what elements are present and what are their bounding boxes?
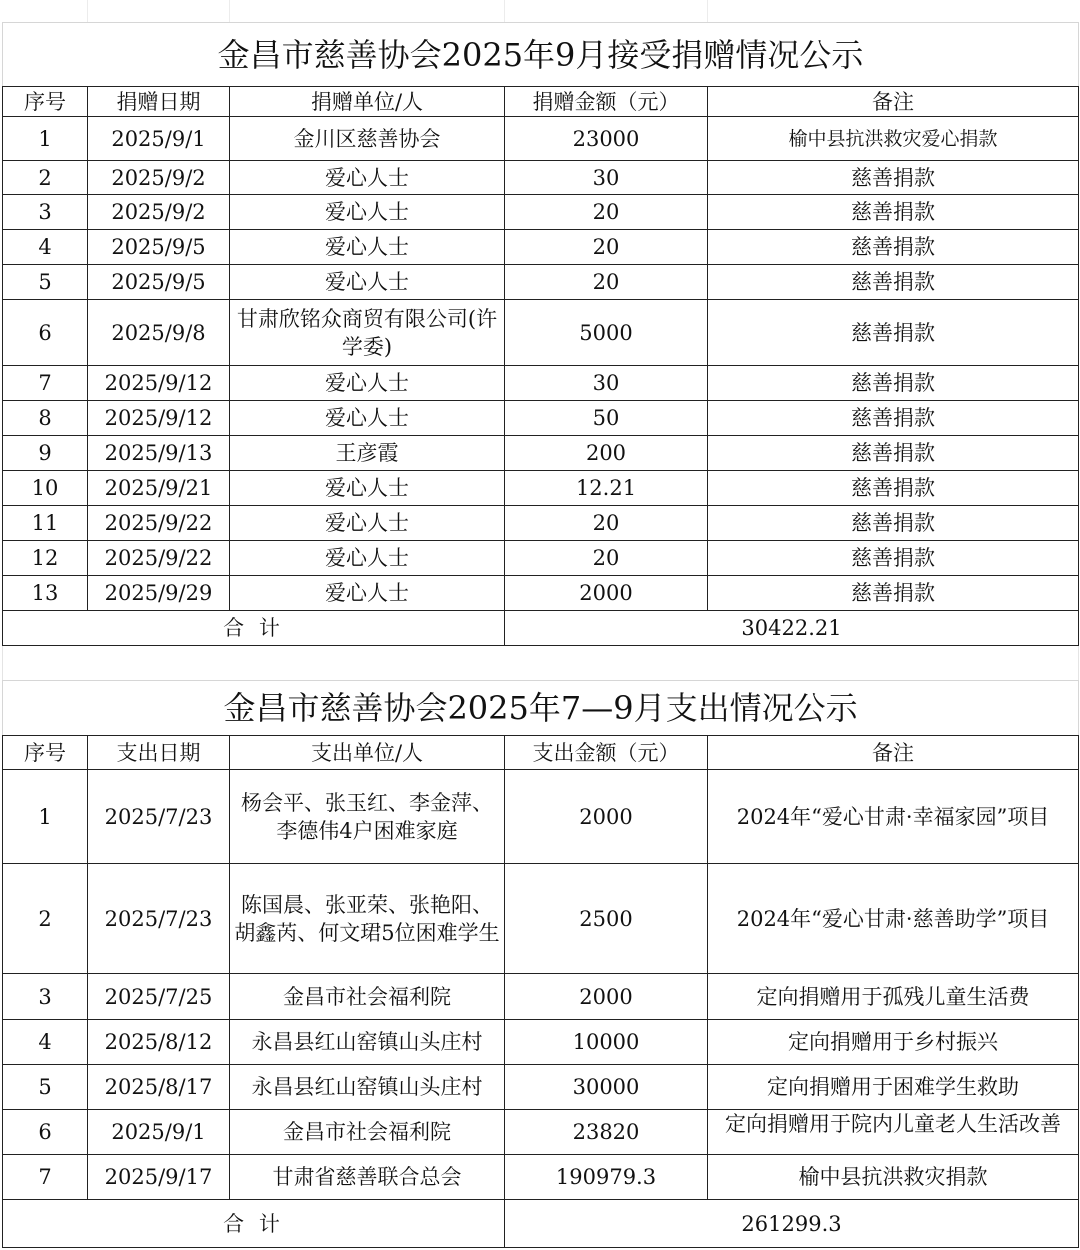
cell-donor: 爱心人士 xyxy=(230,401,505,436)
cell-no: 4 xyxy=(3,1020,88,1065)
table-row xyxy=(3,195,1079,230)
cell-no: 11 xyxy=(3,506,88,541)
table-row xyxy=(3,471,1079,506)
cell-amount: 20 xyxy=(505,265,708,300)
cell-amount: 2000 xyxy=(505,576,708,611)
cell-note: 慈善捐款 xyxy=(708,300,1079,366)
cell-date: 2025/9/1 xyxy=(88,1110,230,1155)
cell-amount: 20 xyxy=(505,506,708,541)
cell-note: 慈善捐款 xyxy=(708,541,1079,576)
cell-date: 2025/7/23 xyxy=(88,770,230,864)
cell-amount: 23000 xyxy=(505,117,708,161)
cell-no: 6 xyxy=(3,1110,88,1155)
cell-amount: 30 xyxy=(505,161,708,195)
cell-date: 2025/7/25 xyxy=(88,974,230,1020)
expenditures-table xyxy=(2,680,1079,1248)
cell-no: 13 xyxy=(3,576,88,611)
cell-note: 定向捐赠用于乡村振兴 xyxy=(708,1020,1079,1065)
cell-no: 1 xyxy=(3,117,88,161)
donations-table xyxy=(2,22,1079,682)
donations-header-row xyxy=(3,87,1079,117)
total-value: 30422.21 xyxy=(505,611,1079,646)
cell-date: 2025/9/22 xyxy=(88,541,230,576)
table-row xyxy=(3,1020,1079,1065)
cell-no: 10 xyxy=(3,471,88,506)
cell-date: 2025/9/2 xyxy=(88,161,230,195)
cell-amount: 200 xyxy=(505,436,708,471)
header-no: 序号 xyxy=(3,736,88,770)
table-row xyxy=(3,974,1079,1020)
cell-payee: 永昌县红山窑镇山头庄村 xyxy=(230,1065,505,1110)
cell-note: 慈善捐款 xyxy=(708,161,1079,195)
cell-amount: 2000 xyxy=(505,974,708,1020)
cell-date: 2025/9/12 xyxy=(88,401,230,436)
expenditures-header-row xyxy=(3,736,1079,770)
cell-amount: 23820 xyxy=(505,1110,708,1155)
cell-donor: 王彦霞 xyxy=(230,436,505,471)
donations-total-row xyxy=(3,611,1079,646)
cell-donor: 爱心人士 xyxy=(230,366,505,401)
cell-date: 2025/8/17 xyxy=(88,1065,230,1110)
cell-note: 榆中县抗洪救灾捐款 xyxy=(708,1155,1079,1200)
header-date: 支出日期 xyxy=(88,736,230,770)
cell-donor: 爱心人士 xyxy=(230,195,505,230)
header-no: 序号 xyxy=(3,87,88,117)
cell-donor: 爱心人士 xyxy=(230,541,505,576)
cell-note: 2024年“爱心甘肃·慈善助学”项目 xyxy=(708,864,1079,974)
cell-donor: 爱心人士 xyxy=(230,576,505,611)
cell-amount: 30000 xyxy=(505,1065,708,1110)
cell-amount: 50 xyxy=(505,401,708,436)
header-note: 备注 xyxy=(708,736,1079,770)
donations-title: 金昌市慈善协会2025年9月接受捐赠情况公示 xyxy=(3,23,1079,87)
table-row xyxy=(3,117,1079,161)
header-amount: 支出金额（元） xyxy=(505,736,708,770)
expenditures-total-row xyxy=(3,1200,1079,1248)
cell-no: 9 xyxy=(3,436,88,471)
header-donor: 捐赠单位/人 xyxy=(230,87,505,117)
cell-date: 2025/9/17 xyxy=(88,1155,230,1200)
cell-amount: 10000 xyxy=(505,1020,708,1065)
cell-no: 6 xyxy=(3,300,88,366)
cell-note: 慈善捐款 xyxy=(708,471,1079,506)
cell-payee: 杨会平、张玉红、李金萍、李德伟4户困难家庭 xyxy=(230,770,505,864)
cell-note xyxy=(708,1110,1079,1155)
cell-amount: 2000 xyxy=(505,770,708,864)
table-row xyxy=(3,770,1079,864)
cell-no: 2 xyxy=(3,864,88,974)
table-row xyxy=(3,436,1079,471)
cell-donor: 爱心人士 xyxy=(230,471,505,506)
cell-note: 慈善捐款 xyxy=(708,436,1079,471)
expenditures-title: 金昌市慈善协会2025年7—9月支出情况公示 xyxy=(3,681,1079,736)
cell-date: 2025/9/5 xyxy=(88,230,230,265)
table-row xyxy=(3,265,1079,300)
cell-payee: 金昌市社会福利院 xyxy=(230,1110,505,1155)
header-amount: 捐赠金额（元） xyxy=(505,87,708,117)
table-row xyxy=(3,1110,1079,1155)
table-row xyxy=(3,576,1079,611)
cell-no: 8 xyxy=(3,401,88,436)
cell-note: 慈善捐款 xyxy=(708,576,1079,611)
cell-no: 3 xyxy=(3,974,88,1020)
cell-donor: 甘肃欣铭众商贸有限公司(许学委) xyxy=(230,300,505,366)
header-payee: 支出单位/人 xyxy=(230,736,505,770)
cell-date: 2025/9/21 xyxy=(88,471,230,506)
cell-date: 2025/9/5 xyxy=(88,265,230,300)
table-row xyxy=(3,401,1079,436)
cell-no: 7 xyxy=(3,366,88,401)
cell-date: 2025/7/23 xyxy=(88,864,230,974)
table-row xyxy=(3,230,1079,265)
total-label: 合 计 xyxy=(3,1200,505,1248)
cell-donor: 金川区慈善协会 xyxy=(230,117,505,161)
cell-date: 2025/9/29 xyxy=(88,576,230,611)
cell-no: 1 xyxy=(3,770,88,864)
cell-amount: 12.21 xyxy=(505,471,708,506)
table-row xyxy=(3,1065,1079,1110)
cell-note: 慈善捐款 xyxy=(708,506,1079,541)
cell-amount: 20 xyxy=(505,195,708,230)
cell-no: 3 xyxy=(3,195,88,230)
cell-no: 5 xyxy=(3,265,88,300)
spacer xyxy=(3,646,1079,682)
cell-note: 慈善捐款 xyxy=(708,401,1079,436)
table-row xyxy=(3,161,1079,195)
table-row xyxy=(3,864,1079,974)
table-row xyxy=(3,366,1079,401)
table-row xyxy=(3,1155,1079,1200)
cell-no: 2 xyxy=(3,161,88,195)
cell-date: 2025/9/22 xyxy=(88,506,230,541)
cell-amount: 2500 xyxy=(505,864,708,974)
cell-payee: 金昌市社会福利院 xyxy=(230,974,505,1020)
cell-no: 4 xyxy=(3,230,88,265)
total-label: 合 计 xyxy=(3,611,505,646)
cell-payee: 永昌县红山窑镇山头庄村 xyxy=(230,1020,505,1065)
cell-note-text: 定向捐赠用于院内儿童老人生活改善 xyxy=(725,1112,1062,1136)
cell-note: 慈善捐款 xyxy=(708,230,1079,265)
cell-note: 定向捐赠用于困难学生救助 xyxy=(708,1065,1079,1110)
cell-date: 2025/9/1 xyxy=(88,117,230,161)
cell-no: 7 xyxy=(3,1155,88,1200)
table-row xyxy=(3,506,1079,541)
cell-note: 定向捐赠用于孤残儿童生活费 xyxy=(708,974,1079,1020)
cell-note: 2024年“爱心甘肃·幸福家园”项目 xyxy=(708,770,1079,864)
cell-amount: 5000 xyxy=(505,300,708,366)
cell-amount: 20 xyxy=(505,230,708,265)
cell-no: 5 xyxy=(3,1065,88,1110)
cell-payee: 陈国晨、张亚荣、张艳阳、胡鑫芮、何文珺5位困难学生 xyxy=(230,864,505,974)
cell-note: 榆中县抗洪救灾爱心捐款 xyxy=(708,117,1079,161)
header-note: 备注 xyxy=(708,87,1079,117)
cell-donor: 爱心人士 xyxy=(230,230,505,265)
total-value: 261299.3 xyxy=(505,1200,1079,1248)
cell-donor: 爱心人士 xyxy=(230,265,505,300)
cell-no: 12 xyxy=(3,541,88,576)
header-date: 捐赠日期 xyxy=(88,87,230,117)
cell-donor: 爱心人士 xyxy=(230,161,505,195)
cell-amount: 30 xyxy=(505,366,708,401)
table-row xyxy=(3,300,1079,366)
cell-date: 2025/9/13 xyxy=(88,436,230,471)
cell-date: 2025/9/12 xyxy=(88,366,230,401)
cell-note: 慈善捐款 xyxy=(708,366,1079,401)
cell-amount: 190979.3 xyxy=(505,1155,708,1200)
cell-donor: 爱心人士 xyxy=(230,506,505,541)
cell-payee: 甘肃省慈善联合总会 xyxy=(230,1155,505,1200)
cell-date: 2025/9/2 xyxy=(88,195,230,230)
cell-amount: 20 xyxy=(505,541,708,576)
table-row xyxy=(3,541,1079,576)
cell-note: 慈善捐款 xyxy=(708,265,1079,300)
cell-date: 2025/9/8 xyxy=(88,300,230,366)
cell-note: 慈善捐款 xyxy=(708,195,1079,230)
cell-date: 2025/8/12 xyxy=(88,1020,230,1065)
